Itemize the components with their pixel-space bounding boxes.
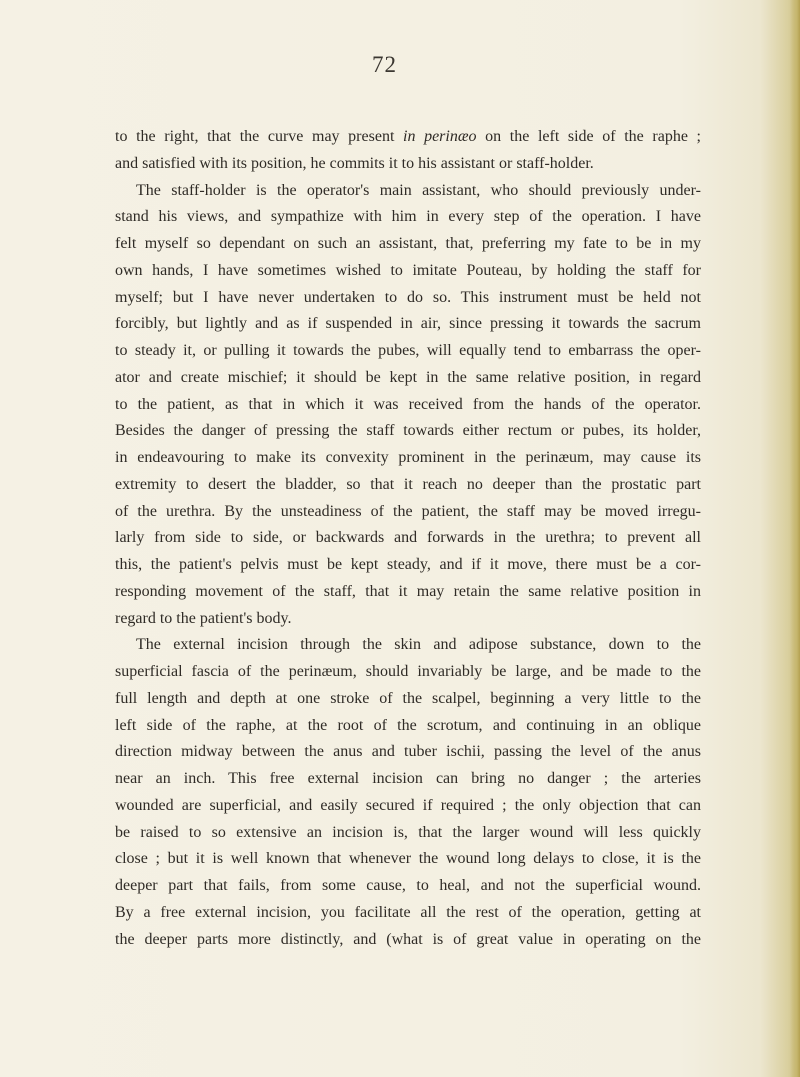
text-line: superficial fascia of the perinæum, should invariably be large, and be made to the: [115, 663, 701, 680]
text-line: The external incision through the skin and adipose substance, down to the: [136, 636, 701, 654]
text-line: close ; but it is well known that whenever the wound long delays to close, it is the: [115, 850, 701, 868]
page-edge-shadow: [790, 0, 800, 1077]
text-line: left side of the raphe, at the root of the scrotum, and continuing in an oblique: [115, 716, 701, 734]
text-line: near an inch. This free external incision can bring no danger ; the arteries: [115, 770, 701, 787]
text-line: The staff-holder is the operator's main assistant, who should previously under-: [136, 181, 701, 199]
text-line: wounded are superficial, and easily secured if required ; the only objection that can: [115, 796, 701, 814]
text-line: and satisfied with its position, he commits it to his assistant or staff-holder.: [115, 154, 594, 172]
text-line: stand his views, and sympathize with him in every step of the operation. I have: [115, 208, 701, 226]
text-line: to steady it, or pulling it towards the pubes, will equally tend to embarrass the oper-: [115, 342, 701, 359]
text-line: direction midway between the anus and tuber ischii, passing the level of the anus: [115, 743, 701, 761]
italic-term: in perinæo: [403, 128, 477, 145]
page-number: 72: [372, 52, 397, 77]
text-line: [115, 124, 701, 151]
text-line: full length and depth at one stroke of the scalpel, beginning a very little to the: [115, 689, 701, 707]
text-line: larly from side to side, or backwards and forwards in the urethra; to prevent all: [115, 529, 701, 547]
text-line: own hands, I have sometimes wished to imitate Pouteau, by holding the staff for: [115, 261, 701, 279]
text-line: this, the patient's pelvis must be kept steady, and if it move, there must be a cor-: [115, 556, 701, 573]
text-line: deeper part that fails, from some cause, to heal, and not the superficial wound.: [115, 877, 701, 894]
text-line: to the patient, as that in which it was received from the hands of the operator.: [115, 395, 701, 413]
text-line: myself; but I have never undertaken to do so. This instrument must be held not: [115, 288, 701, 306]
text-segment: to the right, that the curve may present: [115, 128, 404, 145]
text-line: forcibly, but lightly and as if suspended in air, since pressing it towards the sacrum: [115, 315, 701, 333]
text-line: in endeavouring to make its convexity prominent in the perinæum, may cause its: [115, 449, 701, 466]
text-segment: on the left side of the raphe ;: [476, 128, 701, 145]
text-line: be raised to so extensive an incision is, that the larger wound will less quickly: [115, 823, 701, 841]
text-line: responding movement of the staff, that it may retain the same relative position in: [115, 582, 701, 600]
body-text: [115, 124, 701, 953]
text-line: extremity to desert the bladder, so that it reach no deeper than the prostatic part: [115, 475, 701, 493]
text-line: Besides the danger of pressing the staff towards either rectum or pubes, its holder,: [115, 422, 701, 440]
text-line: the deeper parts more distinctly, and (what is of great value in operating on the: [115, 930, 701, 948]
text-line: felt myself so dependant on such an assistant, that, preferring my fate to be in my: [115, 235, 701, 252]
text-line: ator and create mischief; it should be kept in the same relative position, in regard: [115, 368, 701, 386]
text-line: By a free external incision, you facilitate all the rest of the operation, getting at: [115, 903, 701, 921]
text-line: of the urethra. By the unsteadiness of the patient, the staff may be moved irregu-: [115, 502, 701, 520]
text-line: regard to the patient's body.: [115, 609, 292, 627]
